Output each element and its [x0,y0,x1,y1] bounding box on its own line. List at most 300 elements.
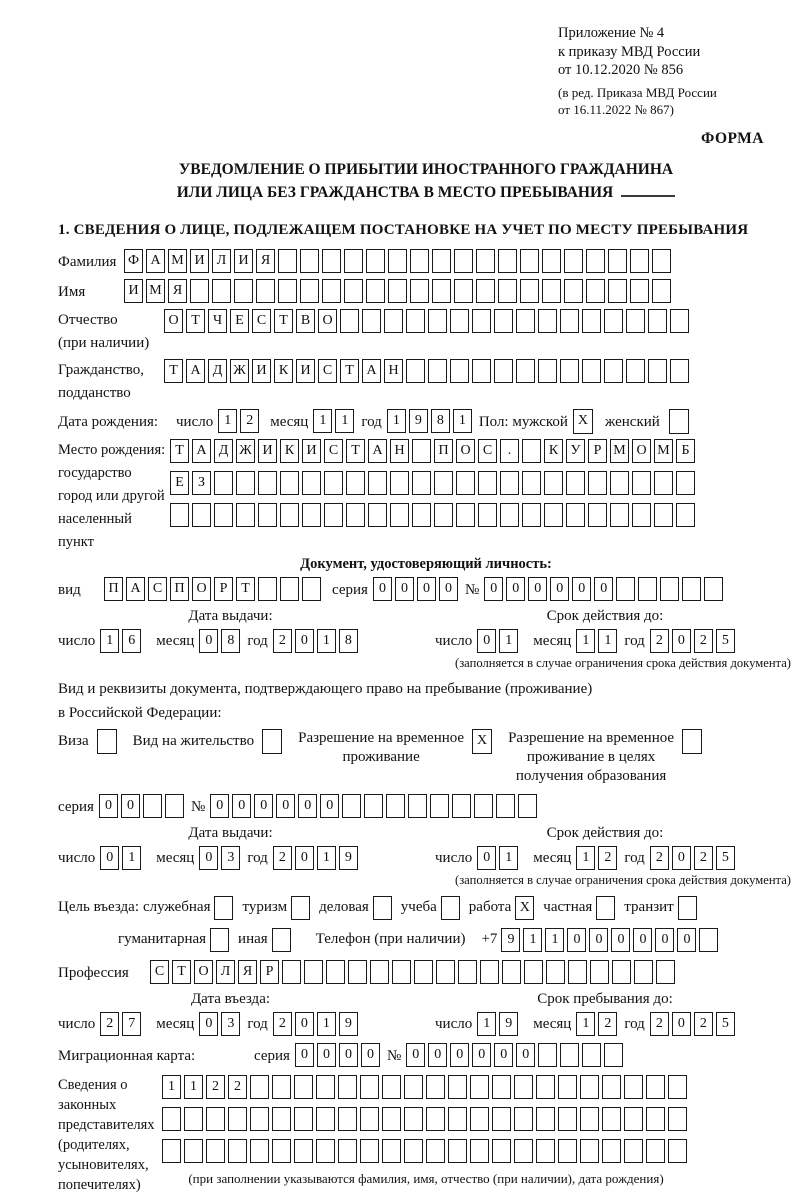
char-cell[interactable]: 0 [99,794,118,818]
char-cell[interactable] [480,960,499,984]
char-cell[interactable] [234,279,253,303]
char-cell[interactable] [344,279,363,303]
char-cell[interactable] [170,503,189,527]
char-cell[interactable] [470,1075,489,1099]
char-cell[interactable]: Я [256,249,275,273]
char-cell[interactable]: 2 [228,1075,247,1099]
char-cell[interactable]: А [126,577,145,601]
char-cell[interactable] [520,249,539,273]
char-cell[interactable]: 1 [499,629,518,653]
char-cell[interactable]: 1 [453,409,472,433]
char-cell[interactable] [410,249,429,273]
char-cell[interactable]: 1 [387,409,406,433]
char-cell[interactable]: 0 [276,794,295,818]
char-cell[interactable]: Ж [230,359,249,383]
char-cell[interactable] [514,1139,533,1163]
char-cell[interactable] [228,1107,247,1131]
char-cell[interactable]: П [434,439,453,463]
char-cell[interactable]: М [146,279,165,303]
char-cell[interactable] [366,249,385,273]
char-cell[interactable] [646,1107,665,1131]
char-cell[interactable]: 8 [221,629,240,653]
char-cell[interactable] [316,1107,335,1131]
char-cell[interactable] [258,471,277,495]
char-cell[interactable]: О [632,439,651,463]
char-cell[interactable]: 0 [317,1043,336,1067]
char-cell[interactable]: С [478,439,497,463]
char-cell[interactable] [456,471,475,495]
char-cell[interactable]: 9 [501,928,520,952]
char-cell[interactable]: 1 [477,1012,496,1036]
purpose-official-checkbox[interactable] [214,896,233,920]
char-cell[interactable]: 0 [373,577,392,601]
char-cell[interactable]: 2 [650,629,669,653]
char-cell[interactable] [450,359,469,383]
char-cell[interactable] [580,1139,599,1163]
char-cell[interactable]: 0 [484,577,503,601]
char-cell[interactable] [538,1043,557,1067]
edu-residence-checkbox[interactable] [682,729,702,754]
char-cell[interactable]: 2 [694,629,713,653]
char-cell[interactable] [582,359,601,383]
char-cell[interactable] [522,439,541,463]
char-cell[interactable] [586,279,605,303]
purpose-humanitarian-checkbox[interactable] [210,928,229,952]
char-cell[interactable]: С [318,359,337,383]
char-cell[interactable] [272,1107,291,1131]
char-cell[interactable]: И [190,249,209,273]
char-cell[interactable]: 2 [273,1012,292,1036]
char-cell[interactable]: Т [236,577,255,601]
char-cell[interactable] [184,1107,203,1131]
char-cell[interactable]: 2 [598,846,617,870]
char-cell[interactable]: 0 [199,1012,218,1036]
char-cell[interactable]: 0 [594,577,613,601]
char-cell[interactable]: Я [238,960,257,984]
char-cell[interactable] [448,1139,467,1163]
char-cell[interactable] [474,794,493,818]
char-cell[interactable] [206,1107,225,1131]
purpose-work-checkbox[interactable]: X [515,896,534,920]
char-cell[interactable] [630,249,649,273]
char-cell[interactable] [624,1139,643,1163]
char-cell[interactable]: 0 [232,794,251,818]
char-cell[interactable] [324,503,343,527]
char-cell[interactable] [278,279,297,303]
char-cell[interactable] [326,960,345,984]
char-cell[interactable] [516,309,535,333]
char-cell[interactable] [366,279,385,303]
char-cell[interactable] [602,1107,621,1131]
char-cell[interactable]: Т [170,439,189,463]
char-cell[interactable]: Д [214,439,233,463]
char-cell[interactable]: И [124,279,143,303]
char-cell[interactable]: 0 [506,577,525,601]
char-cell[interactable]: 2 [694,1012,713,1036]
char-cell[interactable]: П [104,577,123,601]
char-cell[interactable] [668,1107,687,1131]
char-cell[interactable] [302,471,321,495]
char-cell[interactable] [630,279,649,303]
char-cell[interactable] [340,309,359,333]
char-cell[interactable]: 0 [567,928,586,952]
char-cell[interactable] [338,1107,357,1131]
char-cell[interactable] [324,471,343,495]
char-cell[interactable] [522,503,541,527]
char-cell[interactable]: К [280,439,299,463]
char-cell[interactable]: 5 [716,629,735,653]
char-cell[interactable] [602,1075,621,1099]
char-cell[interactable] [522,471,541,495]
char-cell[interactable] [544,503,563,527]
char-cell[interactable] [478,503,497,527]
char-cell[interactable] [518,794,537,818]
char-cell[interactable] [704,577,723,601]
char-cell[interactable] [604,359,623,383]
char-cell[interactable] [278,249,297,273]
char-cell[interactable]: О [194,960,213,984]
char-cell[interactable] [382,1139,401,1163]
char-cell[interactable] [404,1075,423,1099]
char-cell[interactable] [436,960,455,984]
char-cell[interactable] [294,1107,313,1131]
char-cell[interactable]: 8 [339,629,358,653]
char-cell[interactable] [300,249,319,273]
char-cell[interactable] [214,503,233,527]
char-cell[interactable]: 9 [499,1012,518,1036]
char-cell[interactable]: С [252,309,271,333]
char-cell[interactable] [426,1075,445,1099]
char-cell[interactable]: 5 [716,1012,735,1036]
char-cell[interactable] [566,503,585,527]
char-cell[interactable]: Н [390,439,409,463]
char-cell[interactable] [388,279,407,303]
char-cell[interactable] [428,309,447,333]
char-cell[interactable]: Т [164,359,183,383]
char-cell[interactable] [632,503,651,527]
char-cell[interactable] [560,309,579,333]
char-cell[interactable] [236,471,255,495]
char-cell[interactable] [656,960,675,984]
char-cell[interactable]: 1 [317,629,336,653]
char-cell[interactable] [470,1139,489,1163]
char-cell[interactable]: 1 [162,1075,181,1099]
char-cell[interactable]: 1 [317,1012,336,1036]
char-cell[interactable] [668,1075,687,1099]
purpose-transit-checkbox[interactable] [678,896,697,920]
female-checkbox[interactable] [669,409,689,434]
char-cell[interactable] [536,1107,555,1131]
visa-checkbox[interactable] [97,729,117,754]
char-cell[interactable] [500,471,519,495]
char-cell[interactable]: Р [214,577,233,601]
char-cell[interactable] [654,471,673,495]
char-cell[interactable] [676,471,695,495]
char-cell[interactable] [588,471,607,495]
char-cell[interactable] [514,1075,533,1099]
char-cell[interactable] [492,1139,511,1163]
char-cell[interactable] [162,1139,181,1163]
char-cell[interactable]: 0 [320,794,339,818]
char-cell[interactable]: 3 [221,846,240,870]
char-cell[interactable]: 1 [576,1012,595,1036]
char-cell[interactable]: 0 [494,1043,513,1067]
char-cell[interactable] [610,471,629,495]
char-cell[interactable] [322,279,341,303]
char-cell[interactable]: Е [170,471,189,495]
char-cell[interactable]: 1 [598,629,617,653]
char-cell[interactable] [498,249,517,273]
char-cell[interactable] [542,279,561,303]
char-cell[interactable] [544,471,563,495]
char-cell[interactable] [346,503,365,527]
char-cell[interactable] [590,960,609,984]
char-cell[interactable]: 0 [295,1012,314,1036]
char-cell[interactable] [458,960,477,984]
char-cell[interactable]: 2 [273,629,292,653]
char-cell[interactable]: 0 [295,1043,314,1067]
char-cell[interactable]: Н [384,359,403,383]
char-cell[interactable]: 0 [100,846,119,870]
char-cell[interactable] [250,1075,269,1099]
char-cell[interactable] [604,1043,623,1067]
char-cell[interactable] [280,503,299,527]
char-cell[interactable] [362,309,381,333]
temp-residence-checkbox[interactable]: X [472,729,492,754]
char-cell[interactable] [564,249,583,273]
char-cell[interactable]: И [302,439,321,463]
char-cell[interactable] [456,503,475,527]
char-cell[interactable]: Т [186,309,205,333]
char-cell[interactable] [648,359,667,383]
char-cell[interactable]: 2 [206,1075,225,1099]
char-cell[interactable] [434,471,453,495]
char-cell[interactable] [536,1075,555,1099]
char-cell[interactable]: 0 [295,629,314,653]
char-cell[interactable] [454,249,473,273]
char-cell[interactable]: И [234,249,253,273]
char-cell[interactable] [502,960,521,984]
char-cell[interactable] [406,309,425,333]
char-cell[interactable] [258,503,277,527]
char-cell[interactable]: З [192,471,211,495]
char-cell[interactable] [514,1107,533,1131]
char-cell[interactable] [294,1139,313,1163]
char-cell[interactable] [492,1107,511,1131]
char-cell[interactable]: 0 [472,1043,491,1067]
char-cell[interactable] [430,794,449,818]
char-cell[interactable] [626,359,645,383]
char-cell[interactable] [568,960,587,984]
purpose-private-checkbox[interactable] [596,896,615,920]
char-cell[interactable] [294,1075,313,1099]
char-cell[interactable] [388,249,407,273]
char-cell[interactable] [670,309,689,333]
char-cell[interactable]: 1 [100,629,119,653]
char-cell[interactable]: К [544,439,563,463]
char-cell[interactable] [454,279,473,303]
char-cell[interactable]: 0 [677,928,696,952]
char-cell[interactable] [586,249,605,273]
char-cell[interactable] [608,249,627,273]
char-cell[interactable] [448,1107,467,1131]
char-cell[interactable] [412,471,431,495]
char-cell[interactable] [472,309,491,333]
char-cell[interactable]: 0 [417,577,436,601]
char-cell[interactable]: 0 [406,1043,425,1067]
char-cell[interactable] [212,279,231,303]
char-cell[interactable] [682,577,701,601]
char-cell[interactable] [368,503,387,527]
char-cell[interactable] [654,503,673,527]
char-cell[interactable]: Ф [124,249,143,273]
char-cell[interactable] [546,960,565,984]
char-cell[interactable] [165,794,184,818]
char-cell[interactable]: 0 [550,577,569,601]
char-cell[interactable] [616,577,635,601]
char-cell[interactable] [500,503,519,527]
char-cell[interactable]: Е [230,309,249,333]
char-cell[interactable] [580,1075,599,1099]
char-cell[interactable] [668,1139,687,1163]
char-cell[interactable] [494,309,513,333]
char-cell[interactable] [370,960,389,984]
char-cell[interactable]: А [192,439,211,463]
char-cell[interactable]: Я [168,279,187,303]
char-cell[interactable] [280,471,299,495]
char-cell[interactable] [564,279,583,303]
char-cell[interactable] [582,309,601,333]
char-cell[interactable] [634,960,653,984]
char-cell[interactable] [250,1139,269,1163]
char-cell[interactable]: С [148,577,167,601]
male-checkbox[interactable]: X [573,409,593,434]
char-cell[interactable] [624,1107,643,1131]
char-cell[interactable]: . [500,439,519,463]
char-cell[interactable] [448,1075,467,1099]
char-cell[interactable]: С [324,439,343,463]
char-cell[interactable]: 1 [317,846,336,870]
char-cell[interactable] [646,1139,665,1163]
char-cell[interactable] [404,1107,423,1131]
char-cell[interactable] [560,1043,579,1067]
char-cell[interactable] [368,471,387,495]
char-cell[interactable] [406,359,425,383]
char-cell[interactable] [580,1107,599,1131]
char-cell[interactable] [626,309,645,333]
char-cell[interactable] [382,1107,401,1131]
char-cell[interactable]: 0 [210,794,229,818]
char-cell[interactable]: 0 [589,928,608,952]
char-cell[interactable]: 1 [523,928,542,952]
char-cell[interactable] [492,1075,511,1099]
char-cell[interactable] [206,1139,225,1163]
char-cell[interactable] [316,1139,335,1163]
char-cell[interactable]: Л [212,249,231,273]
char-cell[interactable] [582,1043,601,1067]
char-cell[interactable] [280,577,299,601]
char-cell[interactable]: 0 [633,928,652,952]
char-cell[interactable]: 0 [672,1012,691,1036]
char-cell[interactable] [632,471,651,495]
char-cell[interactable]: 1 [499,846,518,870]
char-cell[interactable]: 0 [672,629,691,653]
char-cell[interactable]: 0 [672,846,691,870]
purpose-tourism-checkbox[interactable] [291,896,310,920]
char-cell[interactable] [272,1075,291,1099]
char-cell[interactable] [542,249,561,273]
char-cell[interactable]: 0 [528,577,547,601]
char-cell[interactable]: 7 [122,1012,141,1036]
char-cell[interactable] [384,309,403,333]
char-cell[interactable]: П [170,577,189,601]
char-cell[interactable]: 1 [122,846,141,870]
char-cell[interactable] [302,577,321,601]
char-cell[interactable]: 1 [576,629,595,653]
char-cell[interactable]: 2 [650,1012,669,1036]
char-cell[interactable]: И [296,359,315,383]
char-cell[interactable] [214,471,233,495]
char-cell[interactable]: 6 [122,629,141,653]
char-cell[interactable]: В [296,309,315,333]
char-cell[interactable] [184,1139,203,1163]
char-cell[interactable] [390,503,409,527]
char-cell[interactable]: 5 [716,846,735,870]
char-cell[interactable] [236,503,255,527]
char-cell[interactable] [476,279,495,303]
char-cell[interactable]: 2 [100,1012,119,1036]
char-cell[interactable]: Ж [236,439,255,463]
char-cell[interactable]: Т [274,309,293,333]
char-cell[interactable] [342,794,361,818]
char-cell[interactable] [302,503,321,527]
char-cell[interactable]: У [566,439,585,463]
purpose-other-checkbox[interactable] [272,928,291,952]
char-cell[interactable]: А [362,359,381,383]
char-cell[interactable] [143,794,162,818]
char-cell[interactable]: М [654,439,673,463]
char-cell[interactable]: М [168,249,187,273]
char-cell[interactable] [360,1107,379,1131]
residence-permit-checkbox[interactable] [262,729,282,754]
char-cell[interactable] [524,960,543,984]
char-cell[interactable]: Л [216,960,235,984]
char-cell[interactable] [386,794,405,818]
char-cell[interactable]: 0 [428,1043,447,1067]
char-cell[interactable] [392,960,411,984]
char-cell[interactable] [496,794,515,818]
char-cell[interactable]: К [274,359,293,383]
char-cell[interactable]: 9 [409,409,428,433]
char-cell[interactable]: Д [208,359,227,383]
char-cell[interactable]: 0 [339,1043,358,1067]
char-cell[interactable] [190,279,209,303]
char-cell[interactable] [390,471,409,495]
char-cell[interactable] [648,309,667,333]
char-cell[interactable] [382,1075,401,1099]
char-cell[interactable] [360,1075,379,1099]
char-cell[interactable] [588,503,607,527]
char-cell[interactable]: А [368,439,387,463]
char-cell[interactable]: 2 [240,409,259,433]
char-cell[interactable]: М [610,439,629,463]
char-cell[interactable]: 0 [439,577,458,601]
purpose-business-checkbox[interactable] [373,896,392,920]
char-cell[interactable]: О [318,309,337,333]
char-cell[interactable] [228,1139,247,1163]
char-cell[interactable] [660,577,679,601]
char-cell[interactable]: Т [340,359,359,383]
